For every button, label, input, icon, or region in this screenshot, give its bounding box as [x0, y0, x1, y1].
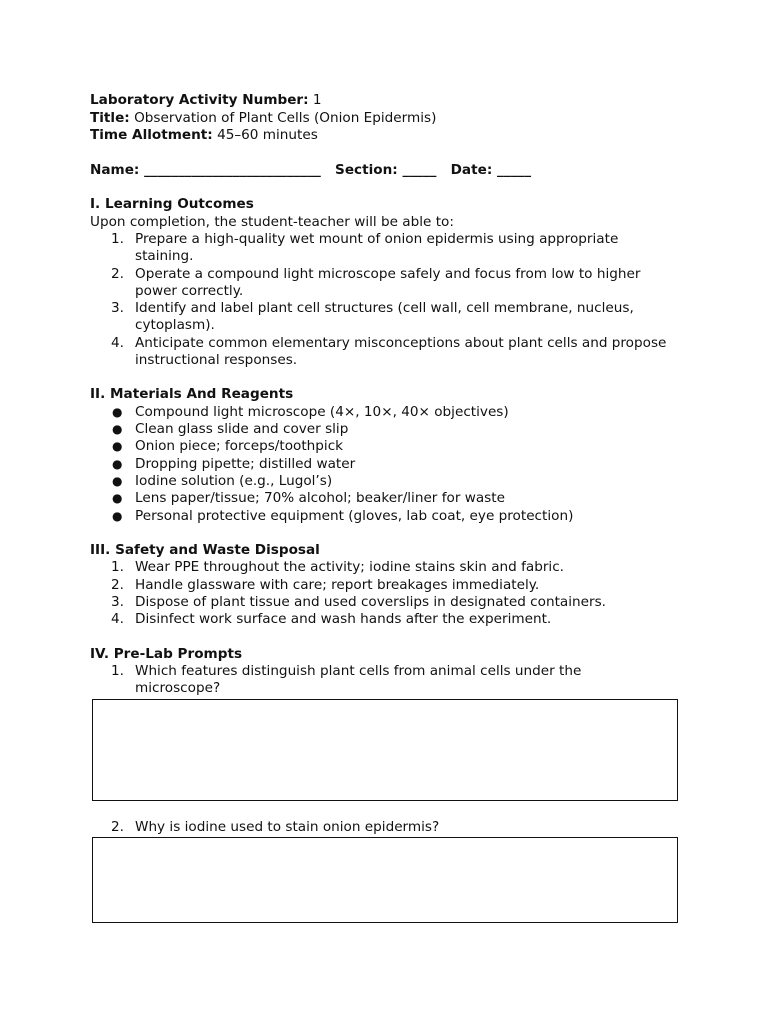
time-allotment-value: 45–60 minutes: [217, 127, 318, 143]
safety-heading: III. Safety and Waste Disposal: [90, 541, 320, 558]
bullet-icon: ●: [112, 456, 123, 471]
list-item-line: power correctly.: [135, 282, 244, 299]
section-label: Section:: [335, 161, 398, 178]
list-number: 2.: [111, 818, 124, 835]
list-item: [90, 577, 685, 594]
list-number: 1.: [111, 231, 124, 247]
prelab-question-1: [90, 663, 685, 698]
list-number: 2.: [111, 576, 124, 593]
prelab-list: [90, 663, 685, 698]
time-allotment-label: Time Allotment:: [90, 127, 213, 143]
bullet-icon: ●: [112, 439, 123, 454]
list-number: 3.: [111, 300, 124, 317]
list-item-text: Personal protective equipment (gloves, lab coat, eye protection): [135, 507, 574, 524]
bullet-icon: ●: [112, 422, 123, 437]
activity-number-line: [90, 92, 685, 110]
list-item-text: Clean glass slide and cover slip: [135, 421, 349, 438]
bullet-icon: ●: [112, 491, 123, 506]
list-item: [90, 438, 685, 455]
learning-outcomes-intro: Upon completion, the student-teacher will be able to:: [90, 213, 454, 230]
title-label: Title:: [90, 109, 130, 126]
list-item: [90, 266, 685, 301]
question-line: microscope?: [135, 680, 221, 697]
name-blank[interactable]: __________________________: [144, 161, 321, 178]
list-item-text: Compound light microscope (4×, 10×, 40× objectives): [135, 403, 509, 420]
list-number: 2.: [111, 265, 124, 282]
list-item-text: Iodine solution (e.g., Lugol’s): [135, 473, 333, 490]
list-item-text: Handle glassware with care; report breakages immediately.: [135, 576, 540, 593]
bullet-icon: ●: [112, 474, 123, 489]
question-text: Why is iodine used to stain onion epidermis?: [135, 818, 440, 835]
prelab-list-2: [90, 819, 685, 836]
list-item-line: cytoplasm).: [135, 317, 215, 334]
list-item: [90, 456, 685, 473]
list-item: [90, 611, 685, 628]
list-item: [90, 300, 685, 335]
list-item-text: Wear PPE throughout the activity; iodine stains skin and fabric.: [135, 559, 564, 576]
answer-box-2[interactable]: [92, 837, 678, 923]
list-item-line: instructional responses.: [135, 352, 298, 369]
time-allotment-line: [90, 127, 685, 145]
student-info-row: [90, 162, 685, 180]
title-line: [90, 110, 685, 128]
list-number: 4.: [111, 611, 124, 628]
prelab-question-2: [90, 819, 685, 836]
list-item: [90, 404, 685, 421]
bullet-icon: ●: [112, 404, 123, 419]
list-item-line: Prepare a high-quality wet mount of onion epidermis using appropriate: [135, 231, 619, 247]
list-item-line: Anticipate common elementary misconceptions about plant cells and propose: [135, 334, 667, 351]
activity-number-label: Laboratory Activity Number:: [90, 92, 309, 108]
list-item: [90, 559, 685, 576]
list-item-text: Disinfect work surface and wash hands after the experiment.: [135, 611, 552, 628]
prelab-heading: IV. Pre-Lab Prompts: [90, 645, 243, 662]
list-item-line: staining.: [135, 248, 194, 265]
list-item-line: Operate a compound light microscope safely and focus from low to higher: [135, 265, 641, 282]
list-item-text: Dispose of plant tissue and used coverslips in designated containers.: [135, 594, 606, 611]
list-item: [90, 473, 685, 490]
list-item: [90, 594, 685, 611]
list-number: 3.: [111, 594, 124, 611]
list-item-text: Lens paper/tissue; 70% alcohol; beaker/liner for waste: [135, 490, 505, 507]
materials-heading: II. Materials And Reagents: [90, 386, 294, 403]
list-number: 4.: [111, 334, 124, 351]
list-item-text: Dropping pipette; distilled water: [135, 455, 356, 472]
list-number: 1.: [111, 559, 124, 576]
list-number: 1.: [111, 663, 124, 680]
list-item: [90, 490, 685, 507]
answer-box-1[interactable]: [92, 699, 678, 801]
learning-outcomes-list: [90, 231, 685, 369]
name-label: Name:: [90, 161, 140, 178]
bullet-icon: ●: [112, 508, 123, 523]
list-item: [90, 421, 685, 438]
safety-list: [90, 559, 685, 628]
lab-worksheet: [90, 92, 685, 923]
list-item-text: Onion piece; forceps/toothpick: [135, 438, 344, 455]
materials-list: [90, 404, 685, 525]
activity-number-value: 1: [312, 92, 322, 108]
list-item: [90, 335, 685, 370]
title-value: Observation of Plant Cells (Onion Epidermis): [134, 109, 437, 126]
learning-outcomes-heading: I. Learning Outcomes: [90, 196, 254, 212]
list-item-line: Identify and label plant cell structures (cell wall, cell membrane, nucleus,: [135, 300, 634, 317]
question-line: Which features distinguish plant cells from animal cells under the: [135, 663, 582, 680]
list-item: [90, 231, 685, 266]
list-item: [90, 508, 685, 525]
section-blank[interactable]: _____: [402, 161, 437, 178]
date-label: Date:: [450, 161, 493, 178]
date-blank[interactable]: _____: [497, 161, 531, 178]
